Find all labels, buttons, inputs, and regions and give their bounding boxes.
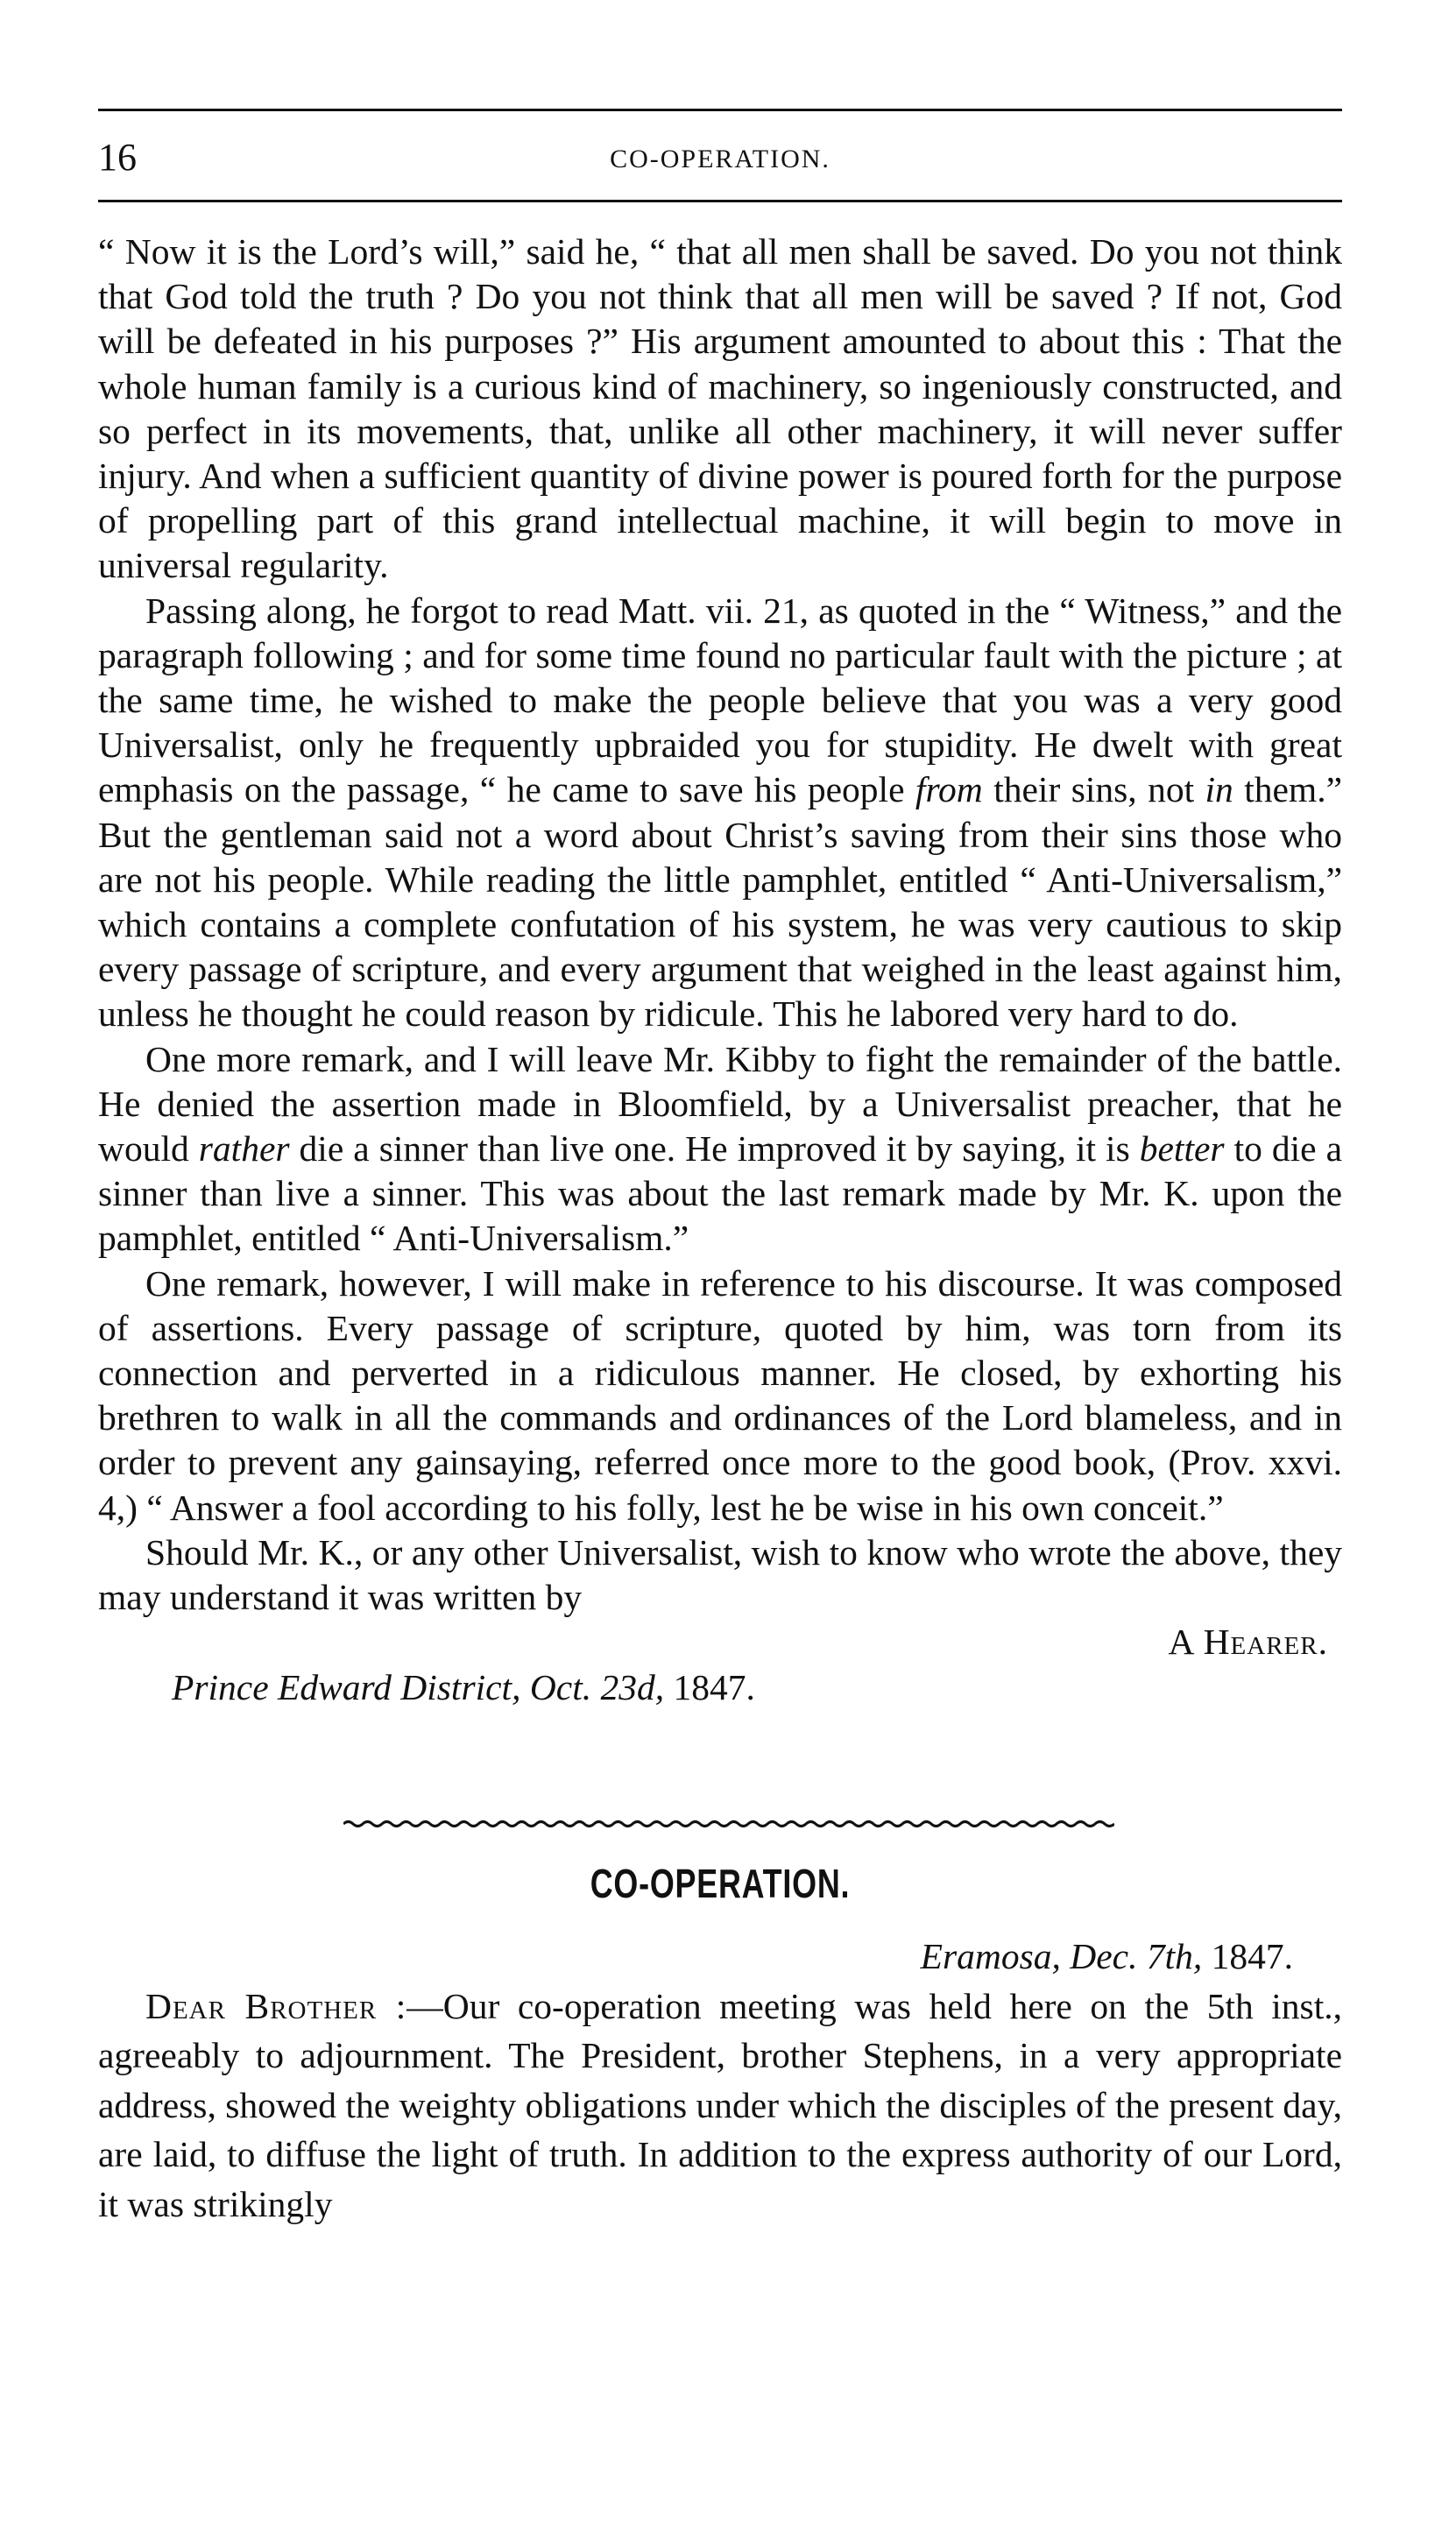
page-number: 16	[98, 136, 137, 179]
dateline-year: 1847.	[664, 1666, 755, 1707]
letter	[98, 1932, 1342, 2229]
text-run: their sins, not	[982, 769, 1205, 810]
dateline-place: Prince Edward District, Oct. 23d,	[172, 1666, 665, 1707]
emphasis-text: from	[915, 769, 983, 810]
paragraph	[98, 589, 1342, 1037]
page-header	[98, 131, 1342, 184]
signature: A Hearer.	[1168, 1622, 1328, 1663]
text-run: “ Now it is the Lord’s will,” said he, “ that all men shall be saved. Do you not think that God told the truth ? Do you not think that all men will be saved ? If not, God will be defeated in his purposes ?” His argument amounted to about this : That the whole human family is a curious kind of machinery, so ingeniously constructed, and so perfect in its movements, that, unlike all other machinery, it will never suffer injury. And when a sufficient quantity of divine power is poured forth for the purpose of propelling part of this grand intellectual machine, it will begin to move in universal regularity.	[98, 231, 1342, 586]
text-run: Passing along, he forgot to read Matt. vii. 21, as quoted in the “ Witness,” and the paragraph following ; and for some time found no particular fault with the picture ; at the same time, he wished to make the people believe that you was a very good Universalist, only he frequently upbraided you for stupidity. He dwelt with great emphasis on the passage, “ he came to save his people	[98, 590, 1342, 810]
letter-place: Eramosa, Dec. 7th,	[920, 1936, 1203, 1976]
text-run: One more remark, and I will leave Mr. Kibby to fight the remainder of the battle. He denied the assertion made in Bloomfield, by a Universalist preacher, that he would	[98, 1038, 1342, 1170]
letter-body-text: —Our co-operation meeting was held here on the 5th inst., agreeably to adjournment. The President, brother Stephens, in a very appropriate address, showed the weighty obligations under which the disciples of the present day, are laid, to diffuse the light of truth. In addition to the express authority of our Lord, it was strikingly	[98, 1985, 1342, 2224]
article-text	[98, 230, 1342, 1710]
wavy-divider	[343, 1814, 1114, 1834]
paragraph	[98, 1261, 1342, 1530]
salutation: Dear Brother :	[145, 1985, 407, 2026]
letter-year: 1847.	[1202, 1936, 1293, 1976]
letter-body	[98, 1982, 1342, 2230]
letter-placedate	[98, 1932, 1342, 1982]
text-run: to die a sinner than live a sinner. This was about the last remark made by Mr. K. upon the pamphlet, entitled “ Anti-Universalism.”	[98, 1128, 1343, 1259]
emphasis-text: better	[1139, 1128, 1225, 1170]
top-rule	[98, 109, 1342, 111]
paragraph	[98, 230, 1342, 589]
text-run: Should Mr. K., or any other Universalist, wish to know who wrote the above, they may understand it was written by	[98, 1531, 1342, 1618]
section-title: CO-OPERATION.	[590, 1861, 851, 1906]
text-run: them.” But the gentleman said not a word about Christ’s saving from their sins those who are not his people. While reading the little pamphlet, entitled “ Anti-Universalism,” which contains a complete confutation of his system, he was very cautious to skip every passage of scripture, and every argument that weighed in the least against him, unless he thought he could reason by ridicule. This he labored very hard to do.	[98, 769, 1342, 1035]
paragraph	[98, 1530, 1342, 1620]
text-run: die a sinner than live one. He improved it by saying, it is	[289, 1128, 1140, 1170]
emphasis-text: in	[1205, 769, 1233, 810]
paragraph	[98, 1037, 1342, 1261]
header-rule	[98, 200, 1342, 202]
running-head: CO-OPERATION.	[610, 145, 830, 173]
dateline	[98, 1665, 1342, 1710]
text-run: One remark, however, I will make in reference to his discourse. It was composed of assertions. Every passage of scripture, quoted by him, was torn from its connection and perverted in a ridiculous manner. He closed, by exhorting his brethren to walk in all the commands and ordinances of the Lord blameless, and in order to prevent any gainsaying, referred once more to the good book, (Prov. xxvi. 4,) “ Answer a fool according to his folly, lest he be wise in his own conceit.”	[98, 1262, 1342, 1528]
emphasis-text: rather	[198, 1128, 290, 1170]
